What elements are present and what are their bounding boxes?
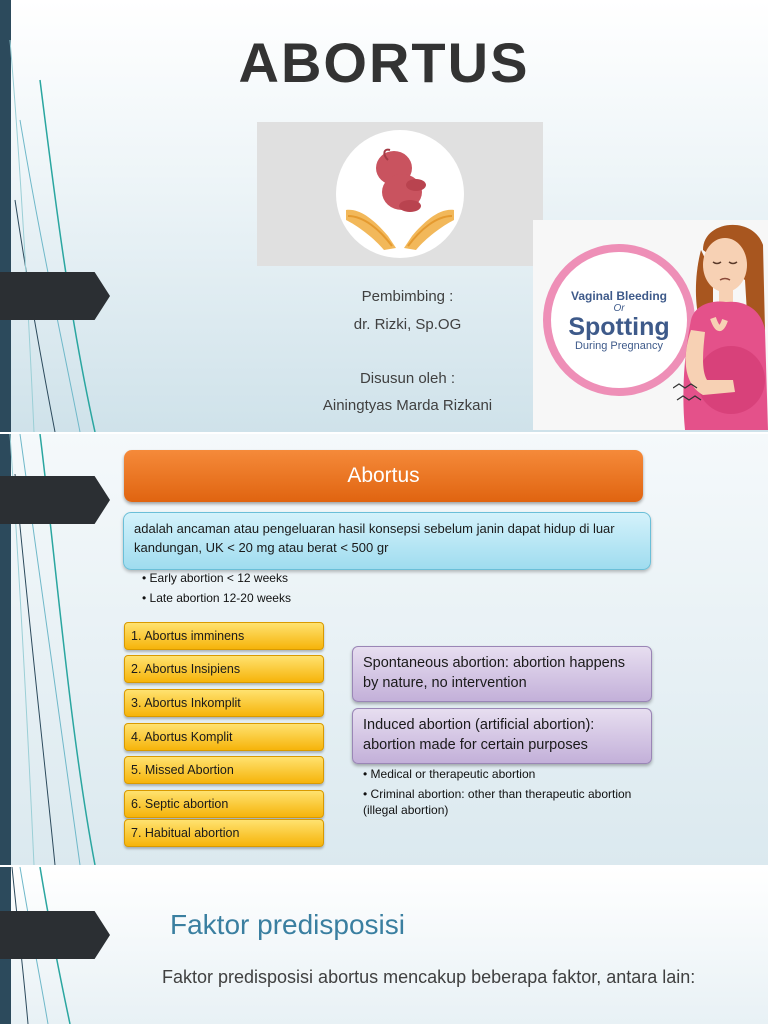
spotting-line3: Spotting [568,312,670,341]
fetus-hands-icon [336,130,464,258]
spotting-illustration [533,220,768,430]
induced-abortion-box: Induced abortion (artificial abortion): abortion made for certain purposes [352,708,652,764]
criminal-abortion-bullet: • Criminal abortion: other than therapeutic abortion (illegal abortion) [363,787,632,817]
arrow-marker [0,476,110,524]
fetus-illustration [257,122,543,266]
arrow-marker [0,272,110,320]
spotting-line1: Vaginal Bleeding [570,288,668,303]
type-item: 6. Septic abortion [124,790,324,818]
type-item: 7. Habitual abortion [124,819,324,847]
type-item: 2. Abortus Insipiens [124,655,324,683]
type-item: 3. Abortus Inkomplit [124,689,324,717]
spontaneous-abortion-box: Spontaneous abortion: abortion happens by nature, no intervention [352,646,652,702]
slide-title-text: ABORTUS [238,31,530,94]
faktor-title: Faktor predisposisi [170,909,405,940]
slide-title [0,0,768,432]
medical-abortion-bullet: • Medical or therapeutic abortion [363,767,536,781]
pregnant-woman-icon [673,220,768,430]
faktor-text: Faktor predisposisi abortus mencakup beberapa faktor, antara lain: [162,967,696,987]
type-item: 5. Missed Abortion [124,756,324,784]
supervisor-name: dr. Rizki, Sp.OG [353,316,462,333]
author-name: Ainingtyas Marda Rizkani [322,397,493,414]
slide-abortus [0,434,768,865]
type-item: 4. Abortus Komplit [124,723,324,751]
late-abortion-bullet: • Late abortion 12-20 weeks [142,591,291,605]
early-abortion-bullet: • Early abortion < 12 weeks [142,571,288,585]
slide-faktor [0,867,768,1024]
spotting-line4: During Pregnancy [574,339,664,352]
abortus-header: Abortus [124,450,643,502]
arrow-marker [0,911,110,959]
author-label: Disusun oleh : [359,370,456,387]
definition-box: adalah ancaman atau pengeluaran hasil konsepsi sebelum janin dapat hidup di luar kandungan, UK < 20 mg atau berat < 500 gr [123,512,651,570]
type-item: 1. Abortus imminens [124,622,324,650]
spotting-line2: Or [613,302,625,314]
supervisor-label: Pembimbing : [361,288,454,305]
